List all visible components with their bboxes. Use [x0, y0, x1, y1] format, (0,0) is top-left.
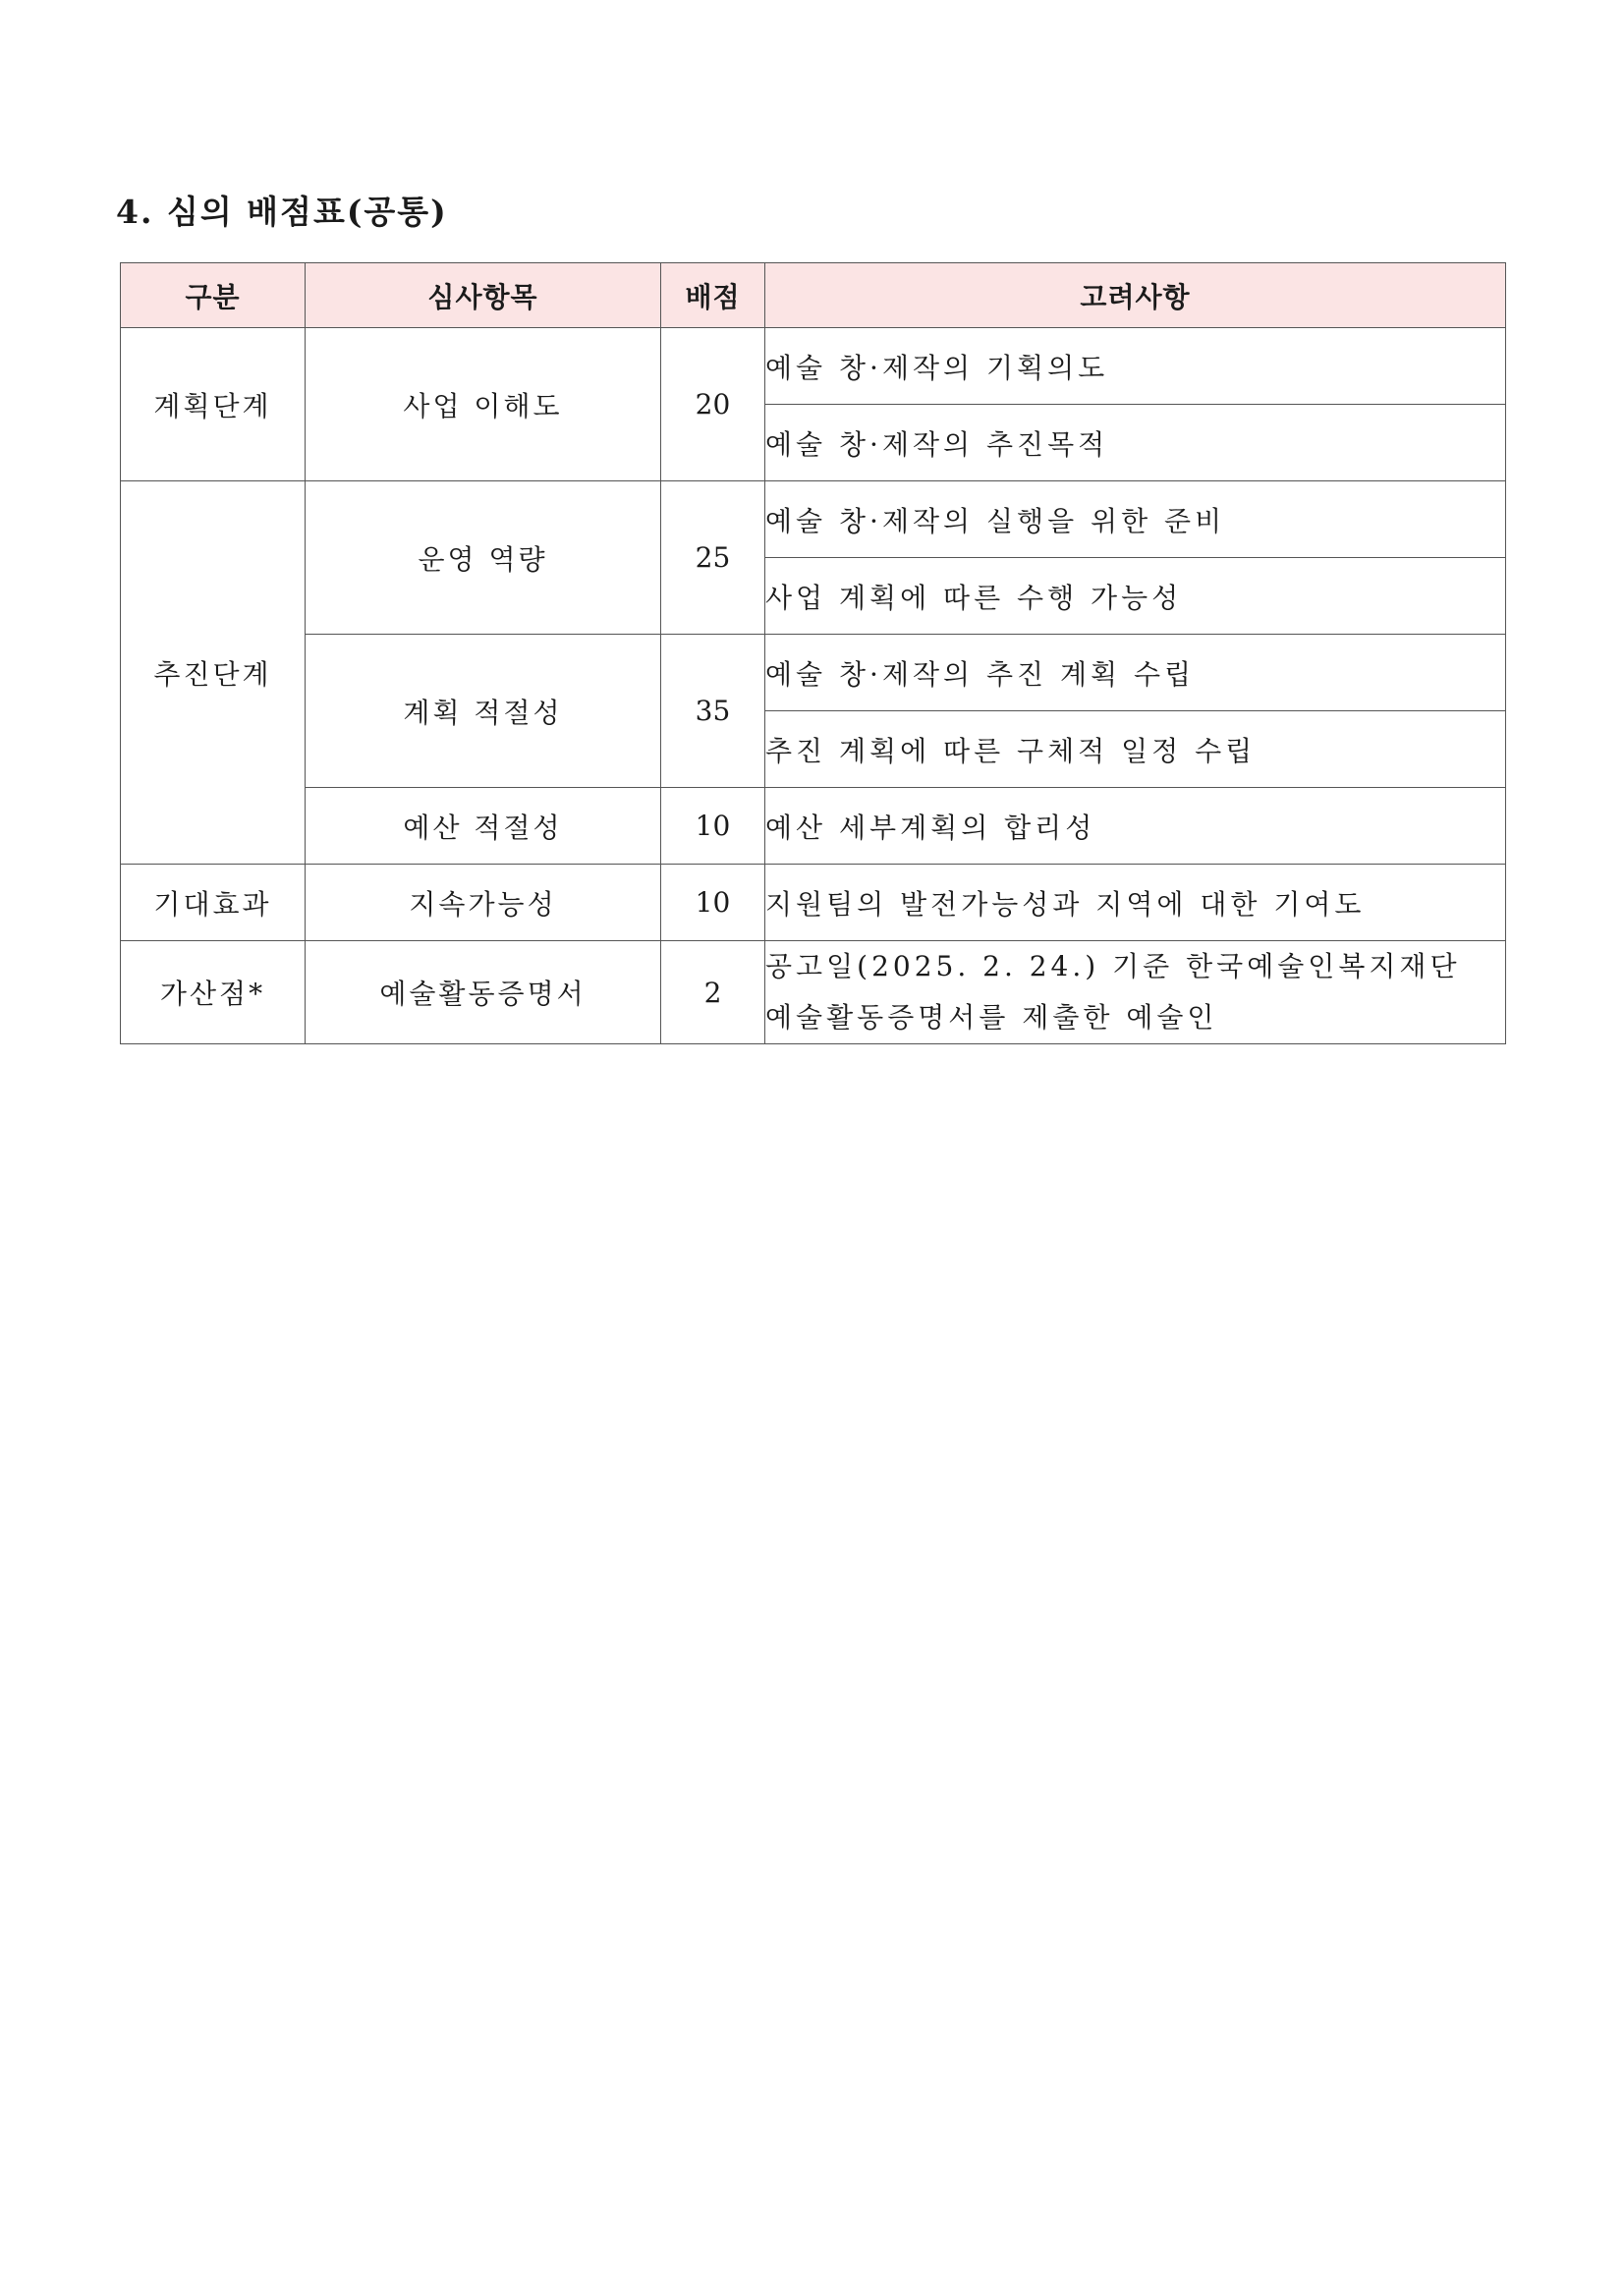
consideration-cell: 예술 창·제작의 추진목적 [765, 405, 1506, 481]
score-business-understanding: 20 [661, 328, 765, 481]
item-operation-capacity: 운영 역량 [306, 481, 661, 635]
section-title: 4. 심의 배점표(공통) [116, 193, 448, 231]
table-row [121, 788, 1506, 865]
header-category: 구분 [121, 263, 306, 328]
item-plan-adequacy: 계획 적절성 [306, 635, 661, 788]
header-score: 배점 [661, 263, 765, 328]
score-table [120, 262, 1506, 1044]
consideration-cell: 사업 계획에 따른 수행 가능성 [765, 558, 1506, 635]
category-execution: 추진단계 [121, 481, 306, 865]
bonus-line-2: 예술활동증명서를 제출한 예술인 [765, 1001, 1218, 1034]
item-sustainability: 지속가능성 [306, 865, 661, 941]
bonus-line-1: 공고일(2025. 2. 24.) 기준 한국예술인복지재단 [765, 950, 1461, 982]
score-operation-capacity: 25 [661, 481, 765, 635]
score-art-certificate: 2 [661, 941, 765, 1044]
score-plan-adequacy: 35 [661, 635, 765, 788]
score-sustainability: 10 [661, 865, 765, 941]
consideration-cell-bonus [765, 941, 1506, 1044]
table-row [121, 328, 1506, 405]
table-row [121, 941, 1506, 1044]
category-planning: 계획단계 [121, 328, 306, 481]
consideration-cell: 예술 창·제작의 기획의도 [765, 328, 1506, 405]
consideration-cell: 예산 세부계획의 합리성 [765, 788, 1506, 865]
category-bonus: 가산점* [121, 941, 306, 1044]
consideration-cell: 예술 창·제작의 실행을 위한 준비 [765, 481, 1506, 558]
item-business-understanding: 사업 이해도 [306, 328, 661, 481]
consideration-cell: 추진 계획에 따른 구체적 일정 수립 [765, 711, 1506, 788]
table-row [121, 635, 1506, 711]
score-budget-adequacy: 10 [661, 788, 765, 865]
category-effect: 기대효과 [121, 865, 306, 941]
table-row [121, 481, 1506, 558]
item-art-certificate: 예술활동증명서 [306, 941, 661, 1044]
consideration-cell: 지원팀의 발전가능성과 지역에 대한 기여도 [765, 865, 1506, 941]
header-item: 심사항목 [306, 263, 661, 328]
consideration-cell: 예술 창·제작의 추진 계획 수립 [765, 635, 1506, 711]
table-row [121, 865, 1506, 941]
header-row [121, 263, 1506, 328]
item-budget-adequacy: 예산 적절성 [306, 788, 661, 865]
header-considerations: 고려사항 [765, 263, 1506, 328]
